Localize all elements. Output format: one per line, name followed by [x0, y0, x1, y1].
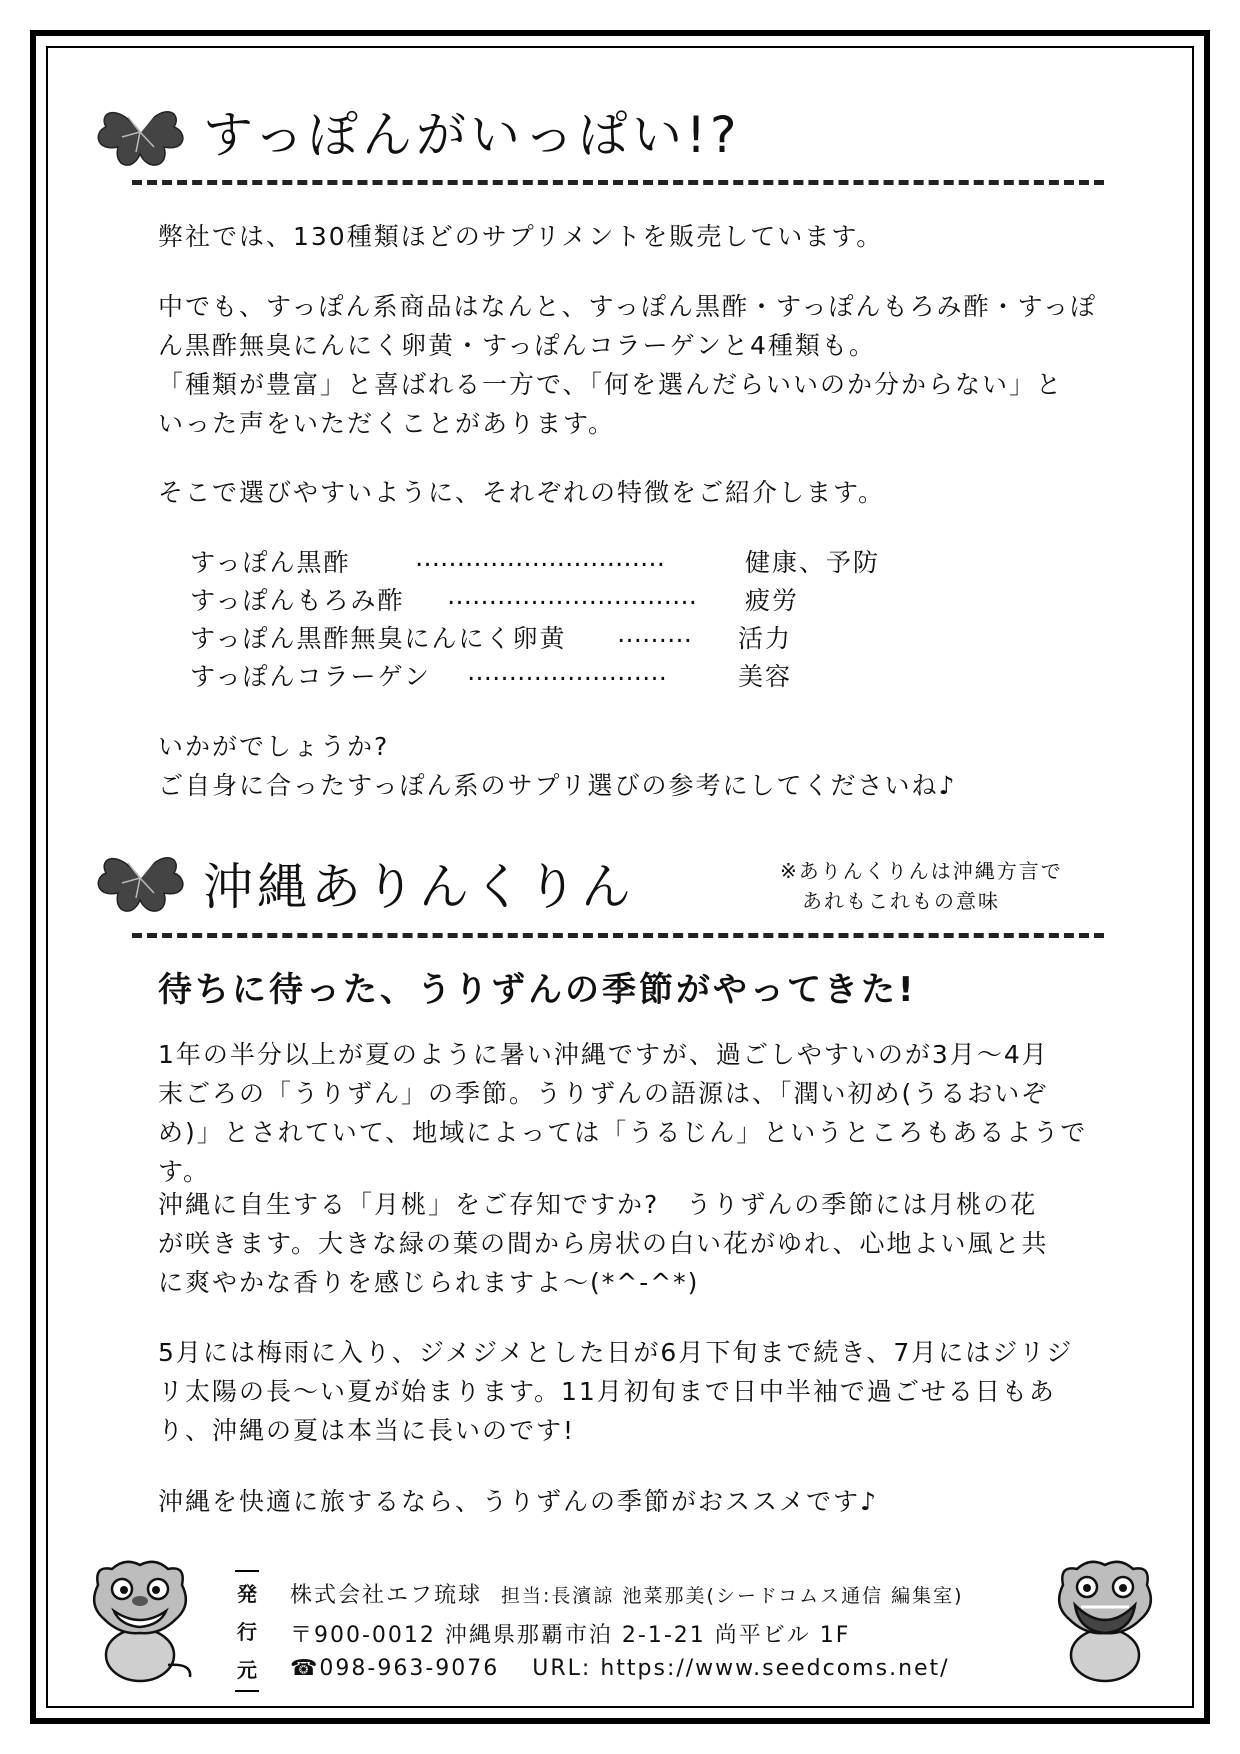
leader-dots: ………	[617, 619, 692, 648]
website-url[interactable]: URL: https://www.seedcoms.net/	[532, 1656, 950, 1681]
paragraph-products: 中でも、すっぽん系商品はなんと、すっぽん黒酢・すっぽんもろみ酢・すっぽ ん黒酢無臭にんにく卵黄・すっぽんコラーゲンと4種類も。 「種類が豊富」と喜ばれる一方で、「何を選んだらいいのか分からない」と いった声をいただくことがあります。	[158, 292, 1098, 438]
section-divider	[132, 933, 1104, 938]
paragraph-summer: 5月には梅雨に入り、ジメジメとした日が6月下旬まで続き、7月にはジリジ リ太陽の長〜い夏が始まります。11月初旬まで日中半袖で過ごせる日もあ り、沖縄の夏は本当に長いのです!	[158, 1338, 1074, 1445]
shisa-icon	[80, 1555, 200, 1685]
hibiscus-icon	[88, 838, 193, 918]
publisher-label: 発 行 元	[235, 1570, 259, 1692]
product-name: すっぽん黒酢無臭にんにく卵黄	[190, 624, 567, 653]
dialect-note: ※ありんくりんは沖縄方言で あれもこれもの意味	[780, 859, 1063, 913]
company-name: 株式会社エフ琉球	[290, 1583, 483, 1608]
section-title-okinawa: 沖縄ありんくりん	[203, 858, 635, 916]
product-effect: 美容	[738, 662, 793, 691]
paragraph-getto: 沖縄に自生する「月桃」をご存知ですか? うりずんの季節には月桃の花 が咲きます。大きな緑の葉の間から房状の白い花がゆれ、心地よい風と共 に爽やかな香りを感じられますよ〜(*^-^*)	[158, 1190, 1049, 1297]
product-name: すっぽんもろみ酢	[190, 586, 405, 615]
leader-dots: …………………………	[447, 581, 697, 610]
list-item	[190, 657, 910, 695]
publisher-contact-line	[290, 1656, 950, 1681]
product-name: すっぽん黒酢	[190, 548, 351, 577]
section-divider	[132, 180, 1104, 185]
paragraph-closing: いかがでしょうか? ご自身に合ったすっぽん系のサプリ選びの参考にしてくださいね♪	[158, 732, 957, 800]
leader-dots: …………………………	[415, 543, 665, 572]
paragraph-urizun: 1年の半分以上が夏のように暑い沖縄ですが、過ごしやすいのが3月〜4月 末ごろの「うりずん」の季節。うりずんの語源は、「潤い初め(うるおいぞ め)」とされていて、地域によっては「うるじん」というところもあるようです。	[158, 1040, 1088, 1186]
article-headline: 待ちに待った、うりずんの季節がやってきた!	[158, 970, 917, 1010]
product-feature-list	[190, 543, 910, 695]
list-item	[190, 619, 910, 657]
list-item	[190, 581, 910, 619]
section-title-suppon: すっぽんがいっぱい!?	[203, 106, 741, 164]
publisher-address: 〒900-0012 沖縄県那覇市泊 2-1-21 尚平ビル 1F	[290, 1623, 851, 1648]
list-item	[190, 543, 910, 581]
staff-info: 担当:長濱諒 池菜那美(シードコムス通信 編集室)	[501, 1585, 964, 1607]
paragraph-travel: 沖縄を快適に旅するなら、うりずんの季節がおススメです♪	[158, 1487, 878, 1516]
hibiscus-icon	[88, 92, 193, 172]
phone-number: ☎098-963-9076	[290, 1656, 500, 1681]
leader-dots: ……………………	[467, 657, 667, 686]
paragraph-guide: そこで選びやすいように、それぞれの特徴をご紹介します。	[158, 478, 886, 507]
paragraph-intro: 弊社では、130種類ほどのサプリメントを販売しています。	[158, 222, 884, 251]
shisa-icon	[1045, 1555, 1165, 1685]
publisher-company-line	[290, 1578, 964, 1609]
product-effect: 健康、予防	[745, 548, 881, 577]
product-name: すっぽんコラーゲン	[190, 662, 432, 691]
product-effect: 疲労	[745, 586, 800, 615]
product-effect: 活力	[738, 624, 793, 653]
